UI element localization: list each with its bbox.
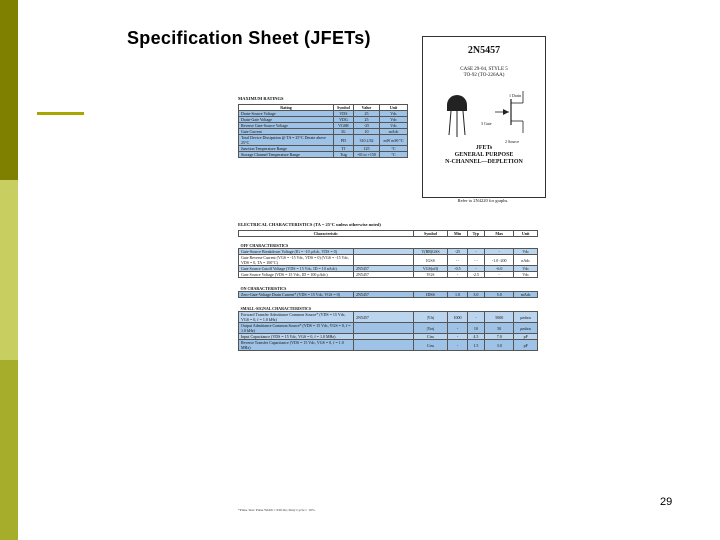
- cell: 10: [467, 323, 484, 334]
- cell: Junction Temperature Range: [239, 146, 334, 152]
- cell: VGSR: [334, 123, 354, 129]
- slide-title: Specification Sheet (JFETs): [127, 28, 371, 48]
- cell: μmhos: [514, 312, 538, 323]
- cell: -: [485, 249, 514, 255]
- table-row: [239, 340, 538, 351]
- cell: Gate Source Cutoff Voltage (VDS = 15 Vdc, ID = 10 nAdc): [239, 266, 354, 272]
- cell: 4.5: [467, 334, 484, 340]
- table-header: Symbol: [413, 231, 448, 237]
- table-row: [239, 135, 408, 146]
- cell: -: [467, 312, 484, 323]
- case-info: [423, 67, 545, 79]
- cell: -: [448, 323, 467, 334]
- table-header: Unit: [380, 105, 408, 111]
- cell: VDG: [334, 117, 354, 123]
- cell: IDSS: [413, 292, 448, 298]
- cell: 10: [353, 129, 379, 135]
- page-number: 29: [660, 496, 673, 508]
- cell: [354, 255, 414, 266]
- section-label: OFF CHARACTERISTICS: [240, 243, 289, 248]
- cell: -: [448, 340, 467, 351]
- table-header: Rating: [239, 105, 334, 111]
- cell: 5.0: [485, 292, 514, 298]
- cell: IGSS: [413, 255, 448, 266]
- cell: 2N5457: [354, 272, 414, 278]
- cell: 125: [353, 146, 379, 152]
- cell: Vdc: [514, 266, 538, 272]
- cell: pF: [514, 340, 538, 351]
- cell: 7.0: [485, 334, 514, 340]
- cell: Storage Channel Temperature Range: [239, 152, 334, 158]
- cell: 1.0: [448, 292, 467, 298]
- cell: 1000: [448, 312, 467, 323]
- accent-line: [37, 112, 84, 115]
- to92-package-icon: [433, 85, 538, 143]
- cell: -0.5: [448, 266, 467, 272]
- cell: Drain-Source Voltage: [239, 111, 334, 117]
- cell: -65 to +150: [353, 152, 379, 158]
- left-bar-top: [0, 0, 18, 180]
- refer-note: Refer to 2N4220 for graphs.: [457, 198, 509, 203]
- cell: VDS: [334, 111, 354, 117]
- cell: -: [448, 272, 467, 278]
- cell: nAdc: [514, 255, 538, 266]
- cell: -2.5: [467, 272, 484, 278]
- section-row: [239, 278, 538, 292]
- jfet-line: GENERAL PURPOSE: [454, 152, 514, 158]
- cell: 2N5457: [354, 312, 414, 323]
- table-row: [239, 312, 538, 323]
- cell: 2N5457: [354, 266, 414, 272]
- cell: μmhos: [514, 323, 538, 334]
- cell: 3.0: [485, 340, 514, 351]
- jfet-description: [423, 145, 545, 166]
- cell: Drain-Gate Voltage: [239, 117, 334, 123]
- left-bar-middle: [0, 180, 18, 360]
- cell: PD: [334, 135, 354, 146]
- section-row: [239, 298, 538, 312]
- table-header: Value: [353, 105, 379, 111]
- cell: |Yfs|: [413, 312, 448, 323]
- table-header: Symbol: [334, 105, 354, 111]
- cell: Zero-Gate-Voltage Drain Current* (VDS = 15 Vdc, VGS = 0): [239, 292, 354, 298]
- left-bar-bottom: [0, 360, 18, 540]
- cell: Tstg: [334, 152, 354, 158]
- case-line: TO-92 (TO-226AA): [463, 73, 505, 78]
- max-ratings-title: MAXIMUM RATINGS: [238, 96, 284, 101]
- table-header: Max: [485, 231, 514, 237]
- datasheet-image: [234, 36, 544, 520]
- table-header: Characteristic: [239, 231, 414, 237]
- cell: IG: [334, 129, 354, 135]
- cell: °C: [380, 146, 408, 152]
- cell: Vdc: [380, 123, 408, 129]
- cell: Input Capacitance (VDS = 15 Vdc, VGS = 0, f = 1.0 MHz): [239, 334, 354, 340]
- pin-gate-label: 3 Gate: [481, 121, 492, 126]
- table-header: Typ: [467, 231, 484, 237]
- cell: 50: [485, 323, 514, 334]
- table-header: Min: [448, 231, 467, 237]
- cell: -: [485, 272, 514, 278]
- cell: -: [467, 249, 484, 255]
- cell: Gate Current: [239, 129, 334, 135]
- cell: [354, 340, 414, 351]
- cell: VGS: [413, 272, 448, 278]
- jfet-line: JFETs: [475, 145, 493, 151]
- cell: Vdc: [514, 272, 538, 278]
- cell: 5000: [485, 312, 514, 323]
- cell: Total Device Dissipation @ TA = 25°C Derate above 25°C: [239, 135, 334, 146]
- cell: -25: [353, 123, 379, 129]
- cell: V(BR)GSS: [413, 249, 448, 255]
- cell: TJ: [334, 146, 354, 152]
- pin-drain-label: 1 Drain: [509, 93, 522, 98]
- part-box: [422, 36, 546, 198]
- cell: Gate Source Voltage (VDS = 15 Vdc, ID = 100 μAdc): [239, 272, 354, 278]
- max-ratings-table: [238, 104, 408, 158]
- cell: - -: [448, 255, 467, 266]
- table-row: [239, 323, 538, 334]
- cell: 3.0: [467, 292, 484, 298]
- cell: °C: [380, 152, 408, 158]
- cell: 310 2.82: [353, 135, 379, 146]
- cell: Vdc: [380, 117, 408, 123]
- table-row: [239, 255, 538, 266]
- cell: -: [448, 334, 467, 340]
- cell: Output Admittance Common Source* (VDS = 15 Vdc, VGS = 0, f = 1.0 kHz): [239, 323, 354, 334]
- cell: Gate Reverse Current (VGS = -15 Vdc, VDS = 0) (VGS = -15 Vdc, VDS = 0, TA = 100°C): [239, 255, 354, 266]
- cell: 25: [353, 111, 379, 117]
- footnote: *Pulse Test: Pulse Width ≤ 630 ms; Duty Cycle ≤ 10%.: [238, 508, 316, 512]
- cell: -: [467, 266, 484, 272]
- part-number: 2N5457: [467, 45, 501, 56]
- cell: Vdc: [380, 111, 408, 117]
- cell: Ciss: [413, 334, 448, 340]
- electrical-characteristics-table: [238, 230, 538, 351]
- cell: mAdc: [514, 292, 538, 298]
- cell: |Yos|: [413, 323, 448, 334]
- case-line: CASE 29-04, STYLE 5: [460, 67, 508, 72]
- cell: mAdc: [380, 129, 408, 135]
- cell: -25: [448, 249, 467, 255]
- section-label: SMALL-SIGNAL CHARACTERISTICS: [240, 306, 312, 311]
- cell: 1.5: [467, 340, 484, 351]
- cell: [354, 323, 414, 334]
- table-header: Unit: [514, 231, 538, 237]
- cell: Vdc: [514, 249, 538, 255]
- cell: Forward Transfer Admittance Common Source* (VDS = 15 Vdc, VGS = 0, f = 1.0 kHz): [239, 312, 354, 323]
- electrical-characteristics-title: ELECTRICAL CHARACTERISTICS (TA = 25°C unless otherwise noted): [238, 222, 381, 227]
- cell: -6.0: [485, 266, 514, 272]
- jfet-line: N-CHANNEL—DEPLETION: [445, 159, 523, 165]
- cell: VGS(off): [413, 266, 448, 272]
- cell: -1.0 -200: [485, 255, 514, 266]
- cell: Reverse Transfer Capacitance (VDS = 15 Vdc, VGS = 0, f = 1.0 MHz): [239, 340, 354, 351]
- cell: Reverse Gate-Source Voltage: [239, 123, 334, 129]
- cell: - -: [467, 255, 484, 266]
- cell: Gate-Source Breakdown Voltage (IG = -10 μAdc, VDS = 0): [239, 249, 354, 255]
- cell: 2N5457: [354, 292, 414, 298]
- section-label: ON CHARACTERISTICS: [240, 286, 287, 291]
- pin-source-label: 2 Source: [505, 139, 520, 144]
- cell: Crss: [413, 340, 448, 351]
- section-row: [239, 237, 538, 249]
- cell: 25: [353, 117, 379, 123]
- cell: mW mW/°C: [380, 135, 408, 146]
- table-row: [239, 152, 408, 158]
- cell: pF: [514, 334, 538, 340]
